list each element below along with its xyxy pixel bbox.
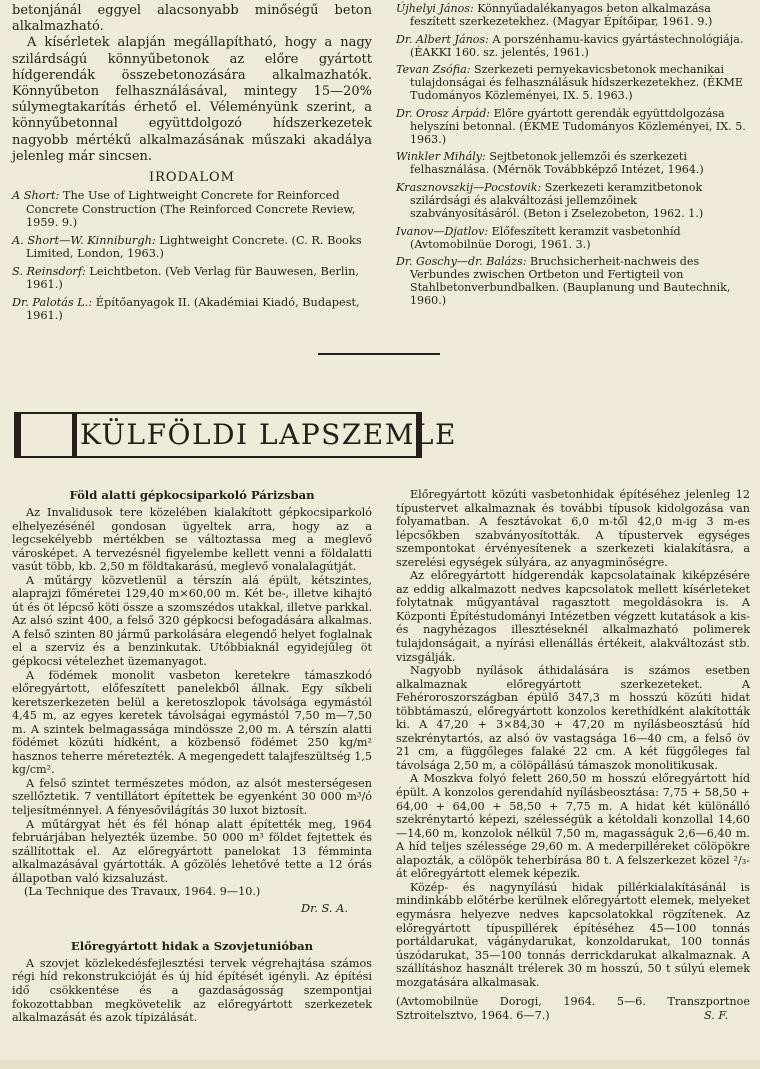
paragraph: A födémek monolit vasbeton keretekre támaszkodó előregyártott, előfeszített panelekből állnak. Egy síkbeli keretszerkezeten belül a keretoszlopok távolsága egymástól 4,45 m, az egyes keretek távolságai egymástól 7,50 m—7,50 m. A szintek belmagassága mindössze 2,00 m. A térszín alatti födémet közúti hídként, a közbenső födémet 250 kg/m² hasznos teherre méretezték. A megengedett talajfeszültség 1,5 kg/cm². xyxy=(12,668,372,777)
paragraph: Közép- és nagynyílású hidak pillérkialakításánál is mindinkább előtérbe kerülnek előregyártott elemek, melyeket egymásra helyezve nedves kapcsolatokkal rögzítenek. Az előregyártott típuspillérek építéséhez 45—100 tonnás portáldarukat, vágánydarukat, konzoldarukat, 100 tonnás úszódarukat, 35—100 tonnás derrickdarukat alkalmaznak. A szállításhoz használt trélerek 30 m hosszú, 50 t súlyú elemek mozgatására alkalmasak. xyxy=(396,880,750,989)
reference-item xyxy=(396,3,750,29)
reference-item xyxy=(396,226,750,252)
reference-author: Újhelyi János: xyxy=(396,2,474,15)
reference-text: The Use of Lightweight Concrete for Reinforced Concrete Construction (The Reinforced Concrete Review, 1959. 9.) xyxy=(26,189,356,230)
reference-author: S. Reinsdorf: xyxy=(12,264,86,278)
reference-text: Előfeszített keramzit vasbetonhíd (Avtomobilnüe Dorogi, 1961. 3.) xyxy=(410,224,681,251)
article-title: Előregyártott hidak a Szovjetunióban xyxy=(70,938,314,953)
page-bottom-edge xyxy=(0,1060,760,1069)
reference-author: Tevan Zsófia: xyxy=(396,63,471,77)
reference-item xyxy=(12,296,372,323)
reference-text: Lightweight Concrete. (C. R. Books Limited, London, 1963.) xyxy=(26,233,362,261)
article-signature: Dr. S. A. xyxy=(300,900,348,915)
article-source: (La Technique des Travaux, 1964. 9—10.) xyxy=(24,885,261,899)
paragraph: betonjánál eggyel alacsonyabb minőségű beton alkalmazható. xyxy=(12,3,372,35)
top-left-column xyxy=(12,3,372,327)
reference-item xyxy=(396,64,750,103)
bottom-left-column xyxy=(12,488,372,1025)
paragraph: Előregyártott közúti vasbetonhidak építéséhez jelenleg 12 típustervet alkalmaznak és további típusok kidolgozása van folyamatban. A fesztávokat 6,0 m-től 42,0 m-ig 3 m-es lépcsőkben szabványosították. A típustervek egységes szempontokat érvényesítenek a szerkezeti kialakításra, a szerelési egységek súlyára, az anyagminőségre. xyxy=(396,488,750,569)
section-title: KÜLFÖLDI LAPSZEMLE xyxy=(80,418,457,451)
reference-item xyxy=(12,189,372,230)
reference-text: Könnyűadalékanyagos beton alkalmazása feszített szerkezetekhez. (Magyar Építőipar, 1961. 9.) xyxy=(410,2,713,28)
bottom-right-column xyxy=(396,488,750,1022)
reference-author: Ivanov—Djatlov: xyxy=(396,224,489,238)
reference-author: Krasznovszkij—Pocstovik: xyxy=(396,181,542,195)
top-right-column xyxy=(396,3,750,313)
reference-text: Építőanyagok II. (Akadémiai Kiadó, Budapest, 1961.) xyxy=(26,295,360,323)
banner-frame xyxy=(14,412,21,458)
reference-author: Dr. Goschy—dr. Balázs: xyxy=(396,255,527,269)
reference-text: Sejtbetonok jellemzői és szerkezeti felhasználása. (Mérnök Továbbképző Intézet, 1964.) xyxy=(410,150,704,177)
paragraph: A műtárgy közvetlenül a térszín alá épült, kétszintes, alaprajzi főméretei 129,40 m×60,00 m. Két be-, illetve kihajtó út és öt lépcső köti össze a szomszédos utakkal, illetve parkkal. Az alsó szint 400, a felső 320 gépkocsi befogadására alkalmas. A felső szinten 80 jármű parkolására elegendő helyet foglalnak el a szerviz és a benzinkutak. Utóbbiaknál egyidejűleg öt gépkocsi vételezhet üzemanyagot. xyxy=(12,573,372,669)
article-title: Föld alatti gépkocsiparkoló Párizsban xyxy=(69,488,315,502)
reference-author: Winkler Mihály: xyxy=(396,150,486,164)
article-signature: S. F. xyxy=(704,1008,728,1022)
paragraph: A szovjet közlekedésfejlesztési tervek végrehajtása számos régi híd rekonstrukcióját és új híd építését igényli. Az építési idő csökkentése és a gazdaságosság szempontjai fokozottabban megkövetelik az előregyártott szerkezetek alkalmazását és azok típizálását. xyxy=(12,956,372,1025)
reference-item xyxy=(12,265,372,292)
reference-author: Dr. Palotás L.: xyxy=(12,295,93,309)
reference-text: Leichtbeton. (Veb Verlag für Bauwesen, Berlin, 1961.) xyxy=(26,264,360,292)
reference-author: A. Short—W. Kinniburgh: xyxy=(12,233,156,247)
reference-item xyxy=(396,182,750,221)
reference-author: Dr. Orosz Árpád: xyxy=(396,106,491,120)
paragraph: A felső szintet természetes módon, az alsót mesterségesen szellőztetik. 7 ventillátort építettek be egyenként 30 000 m³/ó teljesítménnyel. A fényesővilágítás 30 luxot biztosít. xyxy=(12,776,372,818)
reference-text: Szerkezeti pernyekavicsbetonok mechanikai tulajdonságai és felhasználásuk hídszerkezetekhez. (ÉKME Tudományos Közleményei, IX. 5. 1963.) xyxy=(410,63,743,103)
source-text: (Avtomobilnüe Dorogi, 1964. 5—6. Transzportnoe Sztroitelsztvo, 1964. 6—7.) xyxy=(396,995,750,1022)
paragraph: A műtárgyat hét és fél hónap alatt építették meg, 1964 februárjában helyezték üzembe. 50 000 m³ földet fejtettek és szállítottak el. Az előregyártott panelokat 13 fémminta alkalmazásával gyártották. A gőzölés lehetővé tette a 12 órás állapotban való kizsaluzást. xyxy=(12,817,372,885)
section-separator xyxy=(318,353,440,355)
paragraph: A Moszkva folyó felett 260,50 m hosszú előregyártott híd épült. A konzolos gerendahíd nyílásbeosztása: 7,75 + 58,50 + 64,00 + 64,00 + 58,50 + 7,75 m. A hidat két különálló szekrénytartó képezi, szélességük a kétoldali konzollal 14,60—14,60 m, konzolok nélkül 7,50 m, magasságuk 2,6—6,40 m. A híd teljes szélessége 29,60 m. A mederpilléreket cölöpökre alapozták, a cölöpök teherbírása 80 t. A felszerkezet közel ²/₃-át előregyártott elemek képezik. xyxy=(396,772,750,881)
reference-item xyxy=(12,234,372,261)
references-heading: IRODALOM xyxy=(149,170,235,186)
reference-text: A porszénhamu-kavics gyártástechnológiája. (ÉAKKI 160. sz. jelentés, 1961.) xyxy=(410,32,744,59)
reference-author: A Short: xyxy=(12,189,60,203)
reference-author: Dr. Albert János: xyxy=(396,32,489,46)
reference-item xyxy=(396,256,750,307)
reference-item xyxy=(396,34,750,60)
reference-item xyxy=(396,108,750,147)
reference-text: Előre gyártott gerendák együttdolgozása helyszíni betonnal. (ÉKME Tudományos Közleményei, IX. 5. 1963.) xyxy=(410,106,746,146)
reference-item xyxy=(396,151,750,177)
section-banner xyxy=(14,412,457,458)
reference-text: Bruchsicherheit-nachweis des Verbundes zwischen Ortbeton und Fertigteil von Stahlbetonverbundbalken. (Bauplanung und Bautechnik, 1960.) xyxy=(410,255,731,307)
paragraph: Az előregyártott hídgerendák kapcsolatainak kiképzésére az eddig alkalmazott nedves kapcsolatok mellett kísérleteket folytatnak műgyantával ragasztott megoldásokra is. A Központi Építéstudományi Intézetben végzett kutatások a kis- és nagyhézagos illesztéseknél alkalmazható polimerek tulajdonságait, a nyírási ellenállás értékeit, alakváltozást stb. vizsgálják. xyxy=(396,569,750,664)
paragraph: Nagyobb nyílások áthidalására is számos esetben alkalmaznak előregyártott szerkezeteket. A Fehéroroszországban épülő 347,3 m hosszú közúti hidat többtámaszú, előregyártott konzolos kerethídként alakították ki. A 47,20 + 3×84,30 + 47,20 m nyílásbeosztású híd szekrénytartós, az alsó öv vastagsága 16—40 cm, a felső öv 21 cm, a függőleges falaké 22 cm. A két függőleges fal távolsága 2,50 m, a cölöpállású támaszok monolitikusak. xyxy=(396,664,750,772)
paragraph: A kísérletek alapján megállapítható, hogy a nagy szilárdságú könnyűbetonok az előre gyártott hídgerendák összebetonozására alkalmazhatók. Könnyűbeton felhasználásával, mintegy 15—20% súlymegtakarítás érhető el. Véleményünk szerint, a könnyűbetonnal együttdolgozó hídszerkezetek nagyobb mértékű alkalmazásának műszaki akadálya jelenleg már sincsen. xyxy=(12,35,372,164)
paragraph: Az Invalidusok tere közelében kialakított gépkocsiparkoló elhelyezésénél gondosan ügyeltek arra, hogy az a legcsekélyebb mértékben se változtassa meg a meglevő városképet. A tervezésnél figyelembe kellett venni a földalatti vasút több, kb. 2,50 m földtakarású, meglevő vonalalagútját. xyxy=(12,506,372,574)
article-source xyxy=(396,995,750,1022)
banner-frame xyxy=(72,412,77,458)
reference-text: Szerkezeti keramzitbetonok szilárdsági és alakváltozási jellemzőinek szabványosításáról. (Beton i Zselezobeton, 1962. 1.) xyxy=(410,181,704,220)
